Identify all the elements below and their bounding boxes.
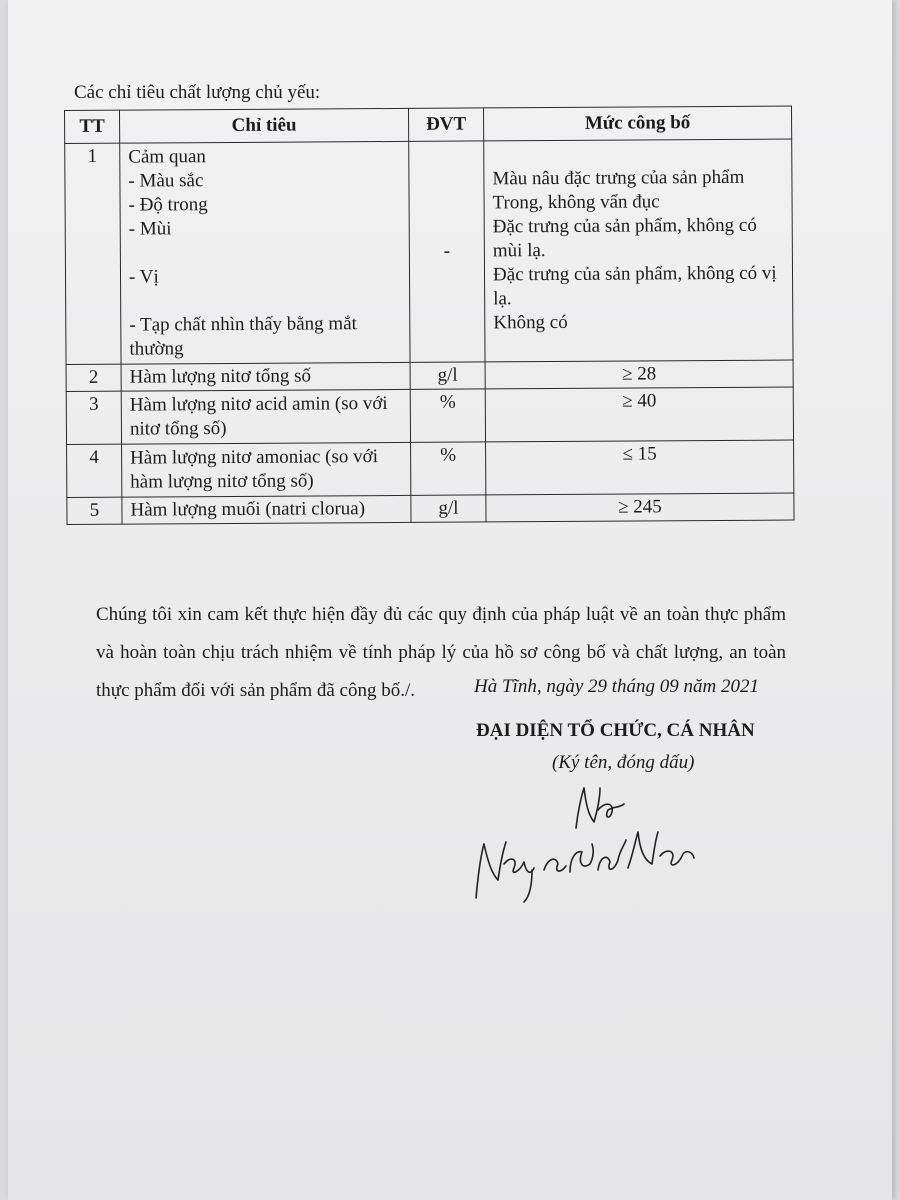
criteria-line: - Độ trong <box>128 194 208 216</box>
section-intro: Các chỉ tiêu chất lượng chủ yếu: <box>74 82 321 103</box>
unit-cell: g/l <box>410 362 485 389</box>
table-header-row <box>65 106 792 143</box>
unit-cell: g/l <box>411 495 486 522</box>
criteria-cell: Hàm lượng nitơ amoniac (so với hàm lượng nitơ tổng số) <box>122 442 411 497</box>
row-number: 2 <box>66 364 121 391</box>
commitment-statement: Chúng tôi xin cam kết thực hiện đầy đủ các quy định của pháp luật về an toàn thực phẩm và hoàn toàn chịu trách nhiệm về tính pháp lý của hồ sơ công bố và chất lượng, an toàn thực phẩm đối với sản phẩm đã công bố./. <box>96 604 786 701</box>
level-line: Đặc trưng của sản phẩm, không có mùi lạ. <box>492 214 757 262</box>
criteria-cell: Hàm lượng nitơ acid amin (so với nitơ tổng số) <box>121 389 410 444</box>
criteria-line: - Vị <box>128 266 159 288</box>
level-line: Đặc trưng của sản phẩm, không có vị lạ. <box>492 262 777 310</box>
signature-drawing <box>448 780 748 910</box>
header-level: Mức công bố <box>483 106 791 141</box>
level-line: Màu nâu đặc trưng của sản phẩm <box>492 166 745 190</box>
criteria-line: Cảm quan <box>128 146 206 168</box>
level-line: Trong, không vẩn đục <box>492 191 660 214</box>
unit-cell: - <box>409 141 485 362</box>
row-number: 1 <box>65 143 121 364</box>
level-cell: ≥ 40 <box>485 387 793 442</box>
representative-note: (Ký tên, đóng dấu) <box>552 752 695 773</box>
table-row <box>67 440 794 497</box>
criteria-spacer <box>129 288 401 314</box>
criteria-cell <box>120 141 410 364</box>
table-row <box>66 387 793 444</box>
level-line: Không có <box>493 311 568 334</box>
criteria-line: - Mùi <box>128 218 172 240</box>
document-page <box>8 0 892 1200</box>
unit-cell: % <box>410 389 485 442</box>
row-number: 4 <box>67 444 122 497</box>
handwritten-signature <box>448 780 748 910</box>
level-cell: ≤ 15 <box>486 440 794 495</box>
criteria-line: - Tạp chất nhìn thấy bằng mắt thường <box>129 313 357 360</box>
header-tt: TT <box>65 110 120 143</box>
row-number: 5 <box>67 497 122 524</box>
level-cell: ≥ 28 <box>485 360 793 389</box>
level-cell <box>484 139 793 362</box>
table-row <box>65 139 793 364</box>
criteria-cell: Hàm lượng nitơ tổng số <box>121 362 410 391</box>
header-criteria: Chỉ tiêu <box>120 108 409 143</box>
header-unit: ĐVT <box>408 108 483 141</box>
place-date: Hà Tĩnh, ngày 29 tháng 09 năm 2021 <box>474 676 759 697</box>
quality-criteria-table <box>64 106 795 525</box>
criteria-line: - Màu sắc <box>128 170 204 192</box>
criteria-cell: Hàm lượng muối (natri clorua) <box>122 495 411 524</box>
criteria-spacer <box>129 240 401 266</box>
row-number: 3 <box>66 391 121 444</box>
representative-title: ĐẠI DIỆN TỔ CHỨC, CÁ NHÂN <box>476 720 755 741</box>
table-row <box>67 493 794 524</box>
level-cell: ≥ 245 <box>486 493 794 522</box>
unit-cell: % <box>411 442 486 495</box>
